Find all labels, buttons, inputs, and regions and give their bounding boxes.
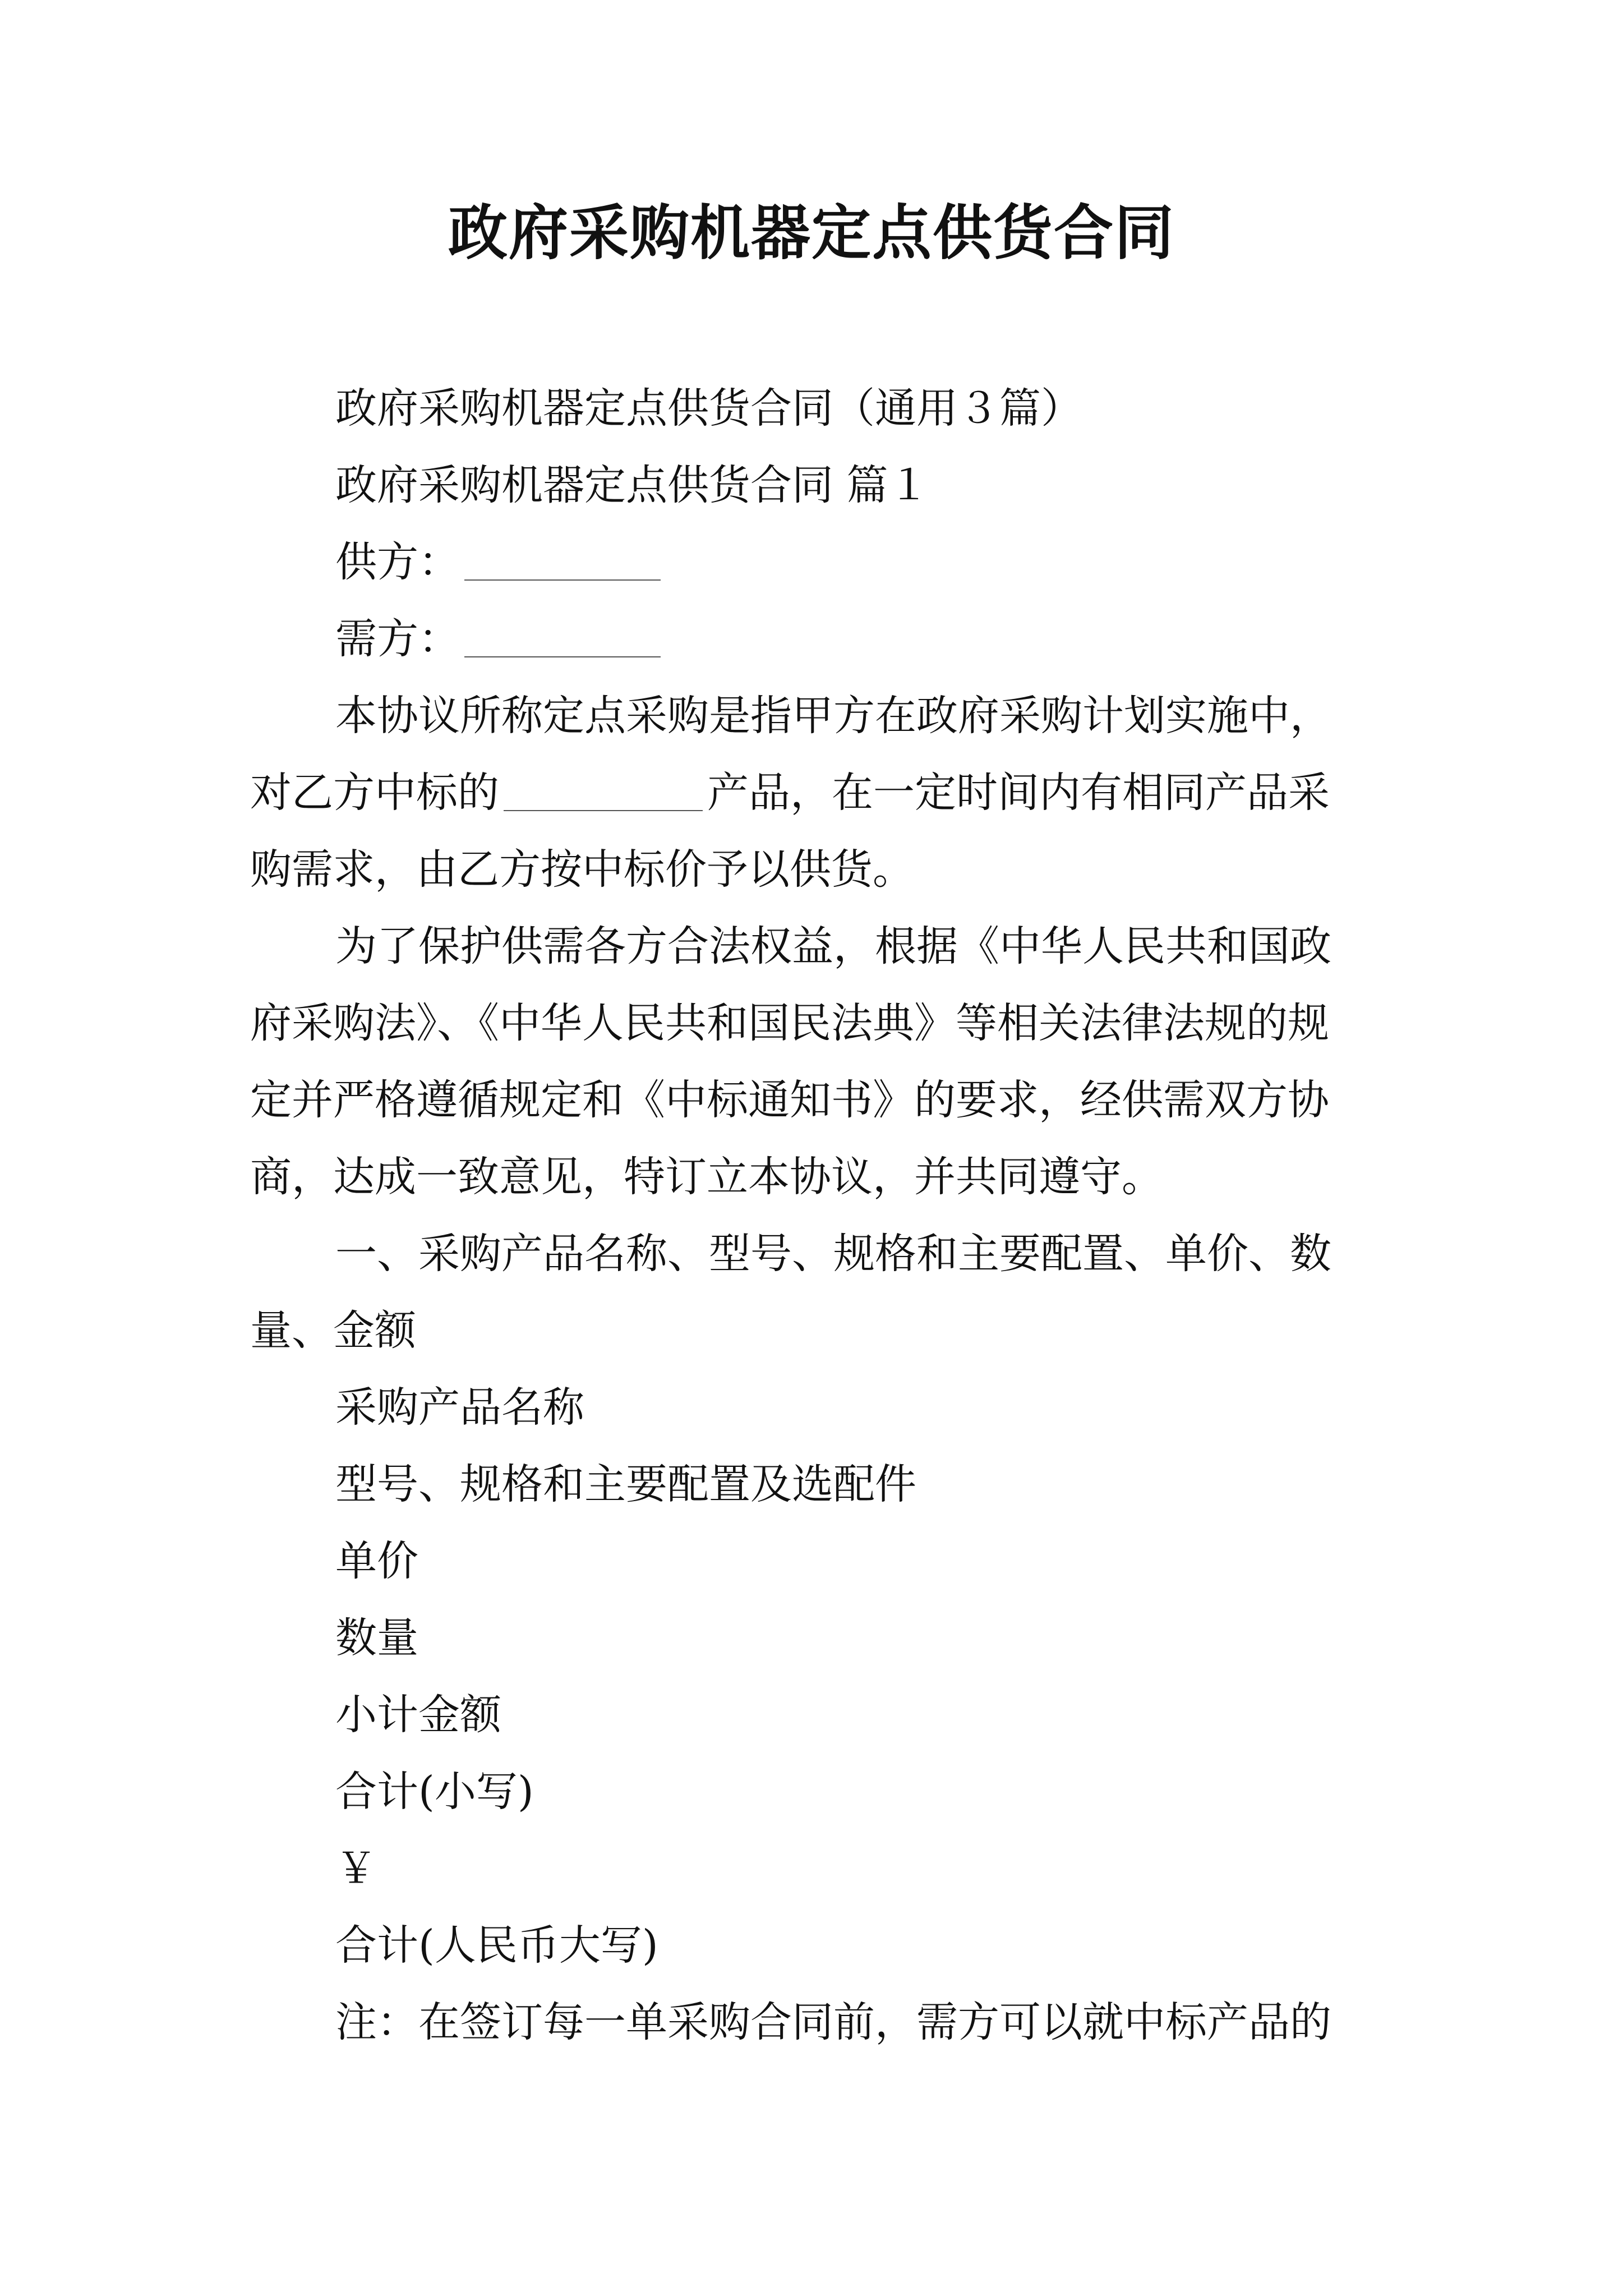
supplier-blank — [464, 535, 661, 581]
buyer-blank — [464, 611, 661, 657]
document-title: 政府采购机器定点供货合同 — [448, 197, 1175, 268]
section1-heading-line1: 一、采购产品名称、型号、规格和主要配置、单价、数 — [335, 1230, 1331, 1278]
para1-line3: 购需求，由乙方按中标价予以供货。 — [250, 845, 914, 894]
para1-line2-after: 产品，在一定时间内有相同产品采 — [707, 769, 1330, 817]
supplier-label: 供方： — [335, 538, 460, 586]
table-item-total-figures: 合计(小写) — [335, 1768, 534, 1816]
document-body — [250, 370, 1389, 2061]
part-heading: 政府采购机器定点供货合同 篇１ — [335, 461, 930, 509]
para1-line2-before: 对乙方中标的 — [250, 769, 499, 817]
para2-line1: 为了保护供需各方合法权益，根据《中华人民共和国政 — [335, 922, 1331, 970]
table-item-quantity: 数量 — [335, 1614, 418, 1662]
para1-line1: 本协议所称定点采购是指甲方在政府采购计划实施中， — [335, 692, 1331, 740]
product-blank — [504, 765, 703, 811]
para2-line2: 府采购法》、《中华人民共和国民法典》等相关法律法规的规 — [250, 999, 1329, 1047]
table-item-model-spec: 型号、规格和主要配置及选配件 — [335, 1460, 916, 1508]
table-item-yuan-symbol: ￥ — [335, 1844, 377, 1893]
para2-line4: 商，达成一致意见，特订立本协议，并共同遵守。 — [250, 1153, 1163, 1201]
table-item-unit-price: 单价 — [335, 1537, 418, 1585]
table-item-subtotal: 小计金额 — [335, 1691, 501, 1739]
note-line: 注：在签订每一单采购合同前，需方可以就中标产品的 — [335, 1998, 1331, 2046]
table-item-total-words: 合计(人民币大写) — [335, 1921, 658, 1970]
supplier-line — [250, 524, 1389, 601]
table-item-product-name: 采购产品名称 — [335, 1383, 584, 1432]
buyer-line — [250, 601, 1389, 678]
para1-line2 — [250, 754, 1389, 831]
buyer-label: 需方： — [335, 615, 460, 663]
subtitle-line: 政府采购机器定点供货合同（通用３篇） — [335, 384, 1082, 432]
section1-heading-line2: 量、金额 — [250, 1306, 416, 1355]
para2-line3: 定并严格遵循规定和《中标通知书》的要求，经供需双方协 — [250, 1076, 1329, 1124]
